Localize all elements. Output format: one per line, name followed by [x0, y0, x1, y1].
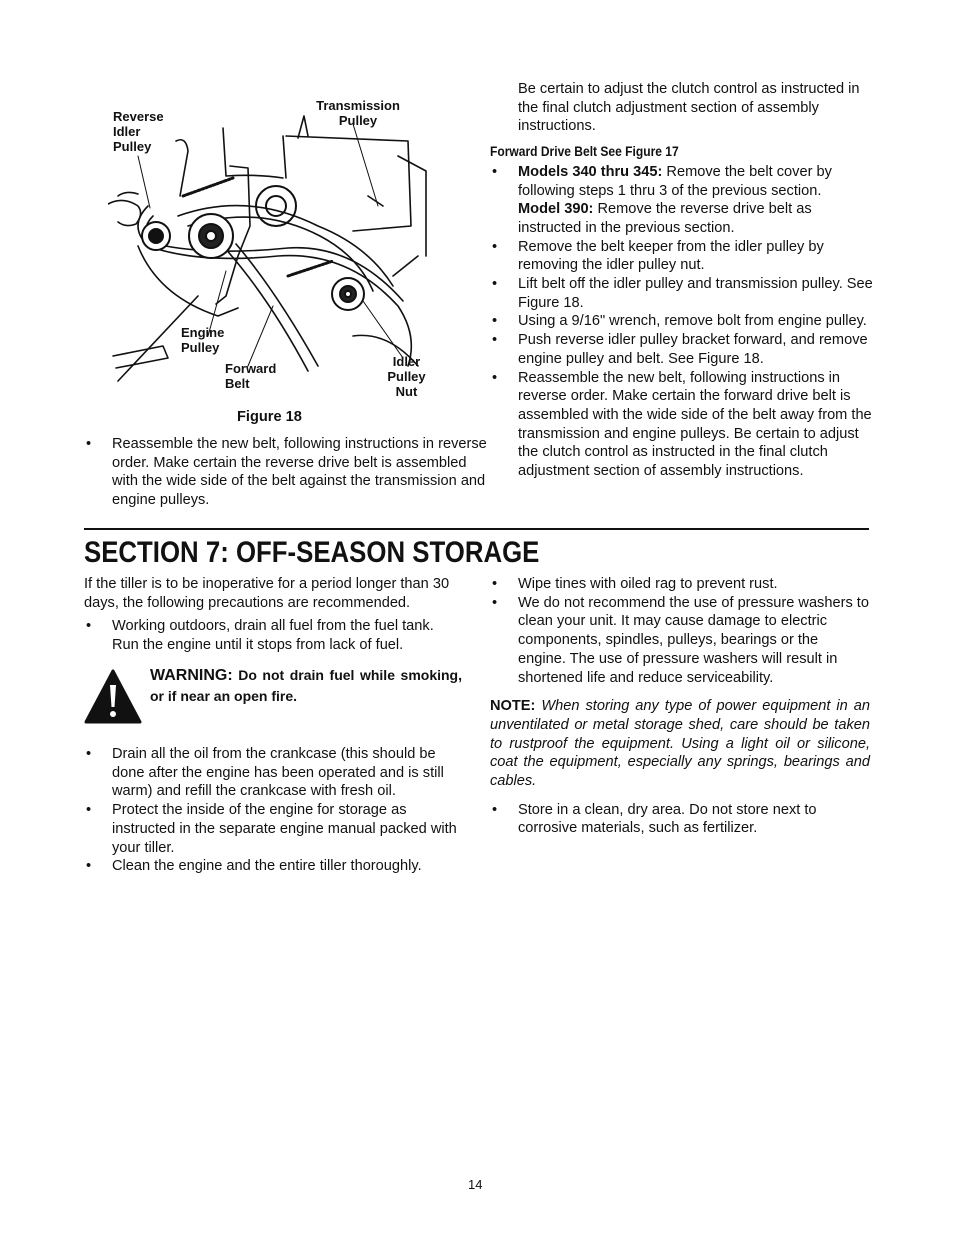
section-7-right-column — [490, 575, 870, 838]
label-transmission-pulley: Transmission Pulley — [316, 98, 400, 128]
warning-label: WARNING: — [150, 667, 233, 684]
storage-note: NOTE: When storing any type of power equipment in an unventilated or metal storage shed, care should be taken to rustproof the equipment. Using a light oil or silicone, coat the equipment, especially any springs, bearings and cables. — [490, 698, 870, 790]
label-engine-pulley: Engine Pulley — [181, 325, 225, 355]
list-item: • Reassemble the new belt, following instructions in reverse order. Make certain the forward drive belt is assembled with the wide side of the belt away from the transmission and engine pulleys. Be certain to adjust the clutch control as instructed in the final clutch adjustment section of assembly instructions. — [490, 369, 874, 481]
forward-drive-belt-heading: Forward Drive Belt See Figure 17 — [490, 143, 679, 160]
section-7-intro: If the tiller is to be inoperative for a period longer than 30 days, the following precautions are recommended. — [84, 576, 450, 611]
list-item: • We do not recommend the use of pressure washers to clean your unit. It may cause damage to electric components, spindles, pulleys, bearings or the engine. The use of pressure washers will result in shortened life and reduce serviceability. — [490, 594, 870, 688]
list-item: • Using a 9/16" wrench, remove bolt from engine pulley. — [490, 312, 874, 331]
list-item: • Wipe tines with oiled rag to prevent rust. — [490, 575, 870, 594]
section-7-left-list — [84, 745, 464, 876]
warning-text: WARNING: Do not drain fuel while smoking, or if near an open fire. — [150, 667, 462, 704]
list-item: • Drain all the oil from the crankcase (this should be done after the engine has been operated and is still warm) and refill the crankcase with fresh oil. — [84, 745, 464, 801]
page-number: 14 — [468, 1177, 483, 1192]
list-item: • Working outdoors, drain all fuel from the fuel tank. Run the engine until it stops from lack of fuel. — [84, 617, 464, 654]
list-item: • Push reverse idler pulley bracket forward, and remove engine pulley and belt. See Figure 18. — [490, 331, 874, 368]
list-item: • Lift belt off the idler pulley and transmission pulley. See Figure 18. — [490, 275, 874, 312]
label-idler-pulley-nut: Idler Pulley Nut — [387, 354, 426, 399]
note-label: NOTE: — [490, 698, 536, 715]
section-7-title: SECTION 7: OFF-SEASON STORAGE — [84, 536, 540, 569]
list-item: • Remove the belt keeper from the idler pulley by removing the idler pulley nut. — [490, 238, 874, 275]
warning-triangle-icon — [84, 669, 142, 725]
figure-18-caption: Figure 18 — [237, 409, 302, 425]
figure-18 — [108, 96, 433, 401]
clutch-note: Be certain to adjust the clutch control as instructed in the final clutch adjustment section of assembly instructions. — [518, 81, 860, 135]
section-divider — [84, 528, 869, 530]
list-item: • Reassemble the new belt, following instructions in reverse order. Make certain the reverse drive belt is assembled with the wide side of the belt against the transmission and engine pulleys. — [84, 435, 492, 510]
list-item: • Clean the engine and the entire tiller thoroughly. — [84, 857, 464, 876]
label-forward-belt: Forward Belt — [225, 361, 277, 391]
warning-block — [84, 664, 464, 724]
list-item: • Models 340 thru 345: Remove the belt cover by following steps 1 thru 3 of the previous section. Model 390: Remove the reverse drive belt as instructed in the previous section. — [490, 163, 874, 238]
list-item: • Protect the inside of the engine for storage as instructed in the separate engine manual packed with your tiller. — [84, 801, 464, 857]
section-7-left-column — [84, 575, 464, 655]
right-top-column — [490, 80, 874, 481]
label-reverse-idler-pulley: Reverse Idler Pulley — [113, 109, 164, 154]
list-item: • Store in a clean, dry area. Do not store next to corrosive materials, such as fertilizer. — [490, 801, 870, 838]
